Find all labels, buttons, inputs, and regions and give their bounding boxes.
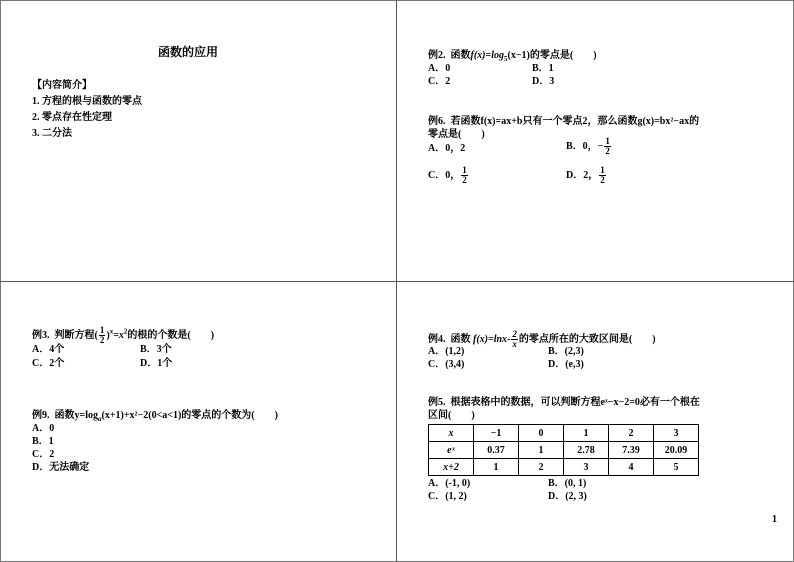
example-3-option-c: C．2个	[32, 358, 65, 369]
fraction: $\frac{1}{2}$	[99, 325, 105, 345]
example-9-option-b: B．1	[32, 436, 54, 447]
table-cell: x+2	[429, 459, 474, 476]
example-2-option-b: B．1	[532, 63, 554, 74]
data-table	[428, 424, 699, 476]
example-2-option-c: C．2	[428, 76, 451, 87]
example-3-option-a: A．4个	[32, 344, 65, 355]
table-cell: 1	[474, 459, 519, 476]
example-6-option-d: D．2， $\frac{1}{2}$	[566, 165, 605, 185]
intro-item-3: 3. 二分法	[32, 128, 72, 139]
example-4-option-b: B．(2,3)	[548, 346, 584, 357]
example-5-question-line2: 区间( )	[428, 410, 475, 421]
table-row	[429, 459, 699, 476]
slide-title: 函数的应用	[158, 45, 219, 59]
table-cell: 2.78	[564, 442, 609, 459]
table-cell: 4	[609, 459, 654, 476]
table-cell: eˣ	[429, 442, 474, 459]
table-cell: 0	[519, 425, 564, 442]
example-6-question-line2: 零点是( )	[428, 129, 485, 140]
table-cell: 2	[609, 425, 654, 442]
page-number: 1	[772, 514, 777, 525]
intro-item-1: 1. 方程的根与函数的零点	[32, 96, 142, 107]
example-2-question: 例2. 函数$f(x)=\log_5(x-1)$的零点是( )	[428, 50, 597, 63]
table-cell: 5	[654, 459, 699, 476]
example-6-option-b: B．0，− $\frac{1}{2}$	[566, 136, 610, 156]
example-4-option-d: D．(e,3)	[548, 359, 584, 370]
example-3-question: 例3. 判断方程( $\frac{1}{2}$ )$^x=x^2$的根的个数是( )	[32, 325, 215, 345]
table-cell: 7.39	[609, 442, 654, 459]
example-4-question: 例4. 函数 f(x)=lnx- $\frac{2}{x}$ 的零点所在的大致区间是( )	[428, 329, 656, 349]
table-cell: x	[429, 425, 474, 442]
fraction: $\frac{1}{2}$	[600, 165, 605, 185]
example-label: 例2.	[428, 50, 446, 61]
example-9-option-d: D．无法确定	[32, 462, 90, 473]
example-6-question: 例6. 若函数f(x)=ax+b只有一个零点2，那么函数g(x)=bx²−ax的	[428, 116, 700, 127]
table-cell: 20.09	[654, 442, 699, 459]
example-4-option-c: C．(3,4)	[428, 359, 465, 370]
example-5-option-c: C．(1, 2)	[428, 491, 467, 502]
intro-item-2: 2. 零点存在性定理	[32, 112, 112, 123]
example-5-option-d: D．(2, 3)	[548, 491, 587, 502]
table-row	[429, 442, 699, 459]
example-5-option-b: B．(0, 1)	[548, 478, 587, 489]
example-9-question: 例9. 函数$y=\log_a(x+1)+x^2-2(0<a<1)$的零点的个数为( )	[32, 410, 278, 423]
table-row	[429, 425, 699, 442]
example-3-option-d: D．1个	[140, 358, 173, 369]
intro-heading: 【内容简介】	[32, 80, 92, 91]
example-3-option-b: B．3个	[140, 344, 172, 355]
table-cell: −1	[474, 425, 519, 442]
example-6-option-c: C．0， $\frac{1}{2}$	[428, 165, 467, 185]
example-4-option-a: A．(1,2)	[428, 346, 465, 357]
horizontal-divider	[0, 281, 794, 282]
example-9-option-a: A．0	[32, 423, 55, 434]
example-2-option-a: A．0	[428, 63, 451, 74]
table-cell: 1	[519, 442, 564, 459]
table-cell: 2	[519, 459, 564, 476]
fraction: $\frac{1}{2}$	[462, 165, 467, 185]
table-cell: 1	[564, 425, 609, 442]
example-6-option-a: A．0，2	[428, 143, 466, 154]
table-cell: 3	[564, 459, 609, 476]
example-2-option-d: D．3	[532, 76, 555, 87]
fraction: $\frac{1}{2}$	[605, 136, 610, 156]
example-9-option-c: C．2	[32, 449, 55, 460]
example-5-question: 例5. 根据表格中的数据，可以判断方程eˣ−x−2=0必有一个根在	[428, 397, 700, 408]
table-cell: 0.37	[474, 442, 519, 459]
table-cell: 3	[654, 425, 699, 442]
example-5-option-a: A．(-1, 0)	[428, 478, 471, 489]
fraction: $\frac{2}{x}$	[512, 329, 517, 349]
